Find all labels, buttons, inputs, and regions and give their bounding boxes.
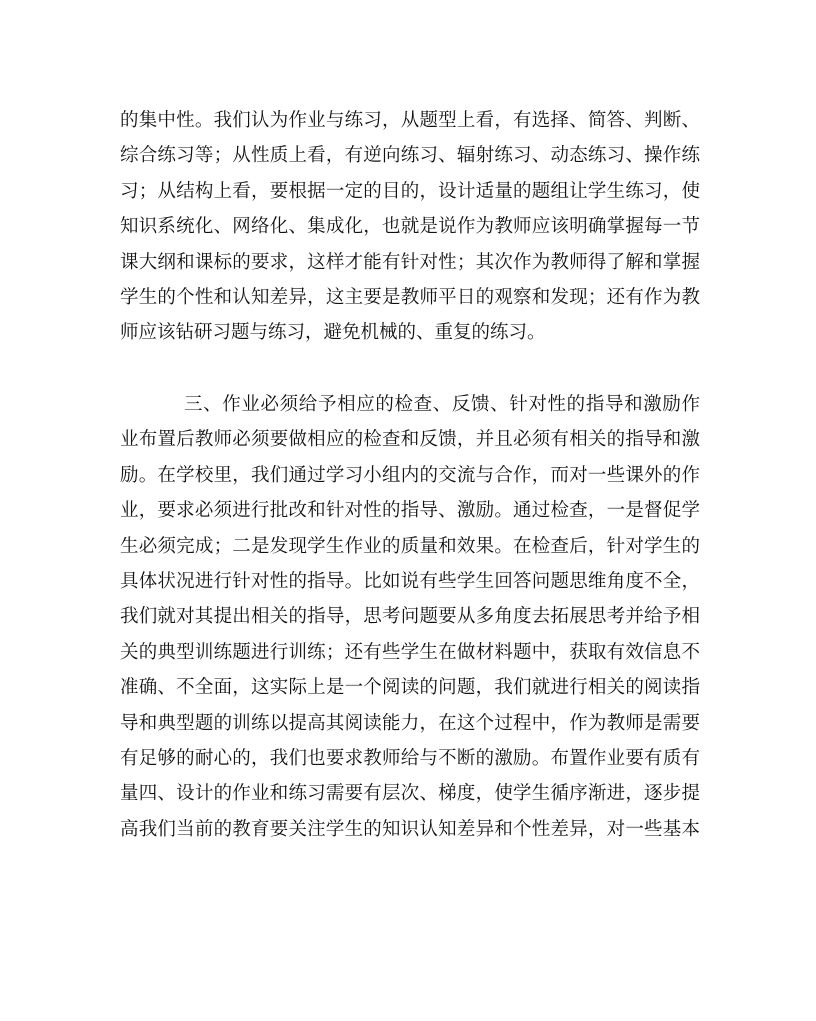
text-line: 知识系统化、网络化、集成化，也就是说作为教师应该明确掌握每一节 bbox=[120, 216, 700, 238]
paragraph-1 bbox=[120, 103, 700, 351]
text-line: 业布置后教师必须要做相应的检查和反馈，并且必须有相关的指导和激 bbox=[120, 429, 700, 451]
text-line: 综合练习等；从性质上看，有逆向练习、辐射练习、动态练习、操作练 bbox=[120, 145, 700, 167]
text-line: 学生的个性和认知差异，这主要是教师平日的观察和发现；还有作为教 bbox=[120, 286, 700, 308]
text-line: 关的典型训练题进行训练；还有些学生在做材料题中，获取有效信息不 bbox=[120, 641, 700, 663]
text-line: 师应该钻研习题与练习，避免机械的、重复的练习。 bbox=[120, 322, 546, 344]
text-line: 业，要求必须进行批改和针对性的指导、激励。通过检查，一是督促学 bbox=[120, 500, 700, 522]
text-line: 课大纲和课标的要求，这样才能有针对性；其次作为教师得了解和掌握 bbox=[120, 251, 700, 273]
text-line: 导和典型题的训练以提高其阅读能力，在这个过程中，作为教师是需要 bbox=[120, 712, 700, 734]
text-line: 具体状况进行针对性的指导。比如说有些学生回答问题思维角度不全， bbox=[120, 570, 700, 592]
section-heading-line: 三、作业必须给予相应的检查、反馈、针对性的指导和激励作 bbox=[184, 394, 700, 415]
text-line: 高我们当前的教育要关注学生的知识认知差异和个性差异，对一些基本 bbox=[120, 818, 700, 840]
text-line: 量四、设计的作业和练习需要有层次、梯度，使学生循序渐进，逐步提 bbox=[120, 783, 700, 805]
text-line: 习；从结构上看，要根据一定的目的，设计适量的题组让学生练习，使 bbox=[120, 180, 700, 202]
text-line: 的集中性。我们认为作业与练习，从题型上看，有选择、简答、判断、 bbox=[120, 110, 700, 131]
text-line: 生必须完成；二是发现学生作业的质量和效果。在检查后，针对学生的 bbox=[120, 535, 700, 557]
text-line: 励。在学校里，我们通过学习小组内的交流与合作，而对一些课外的作 bbox=[120, 464, 700, 486]
text-line: 有足够的耐心的，我们也要求教师给与不断的激励。布置作业要有质有 bbox=[120, 747, 700, 769]
text-line: 我们就对其提出相关的指导，思考问题要从多角度去拓展思考并给予相 bbox=[120, 606, 700, 628]
text-line: 准确、不全面，这实际上是一个阅读的问题，我们就进行相关的阅读指 bbox=[120, 677, 700, 699]
paragraph-2 bbox=[120, 387, 700, 847]
